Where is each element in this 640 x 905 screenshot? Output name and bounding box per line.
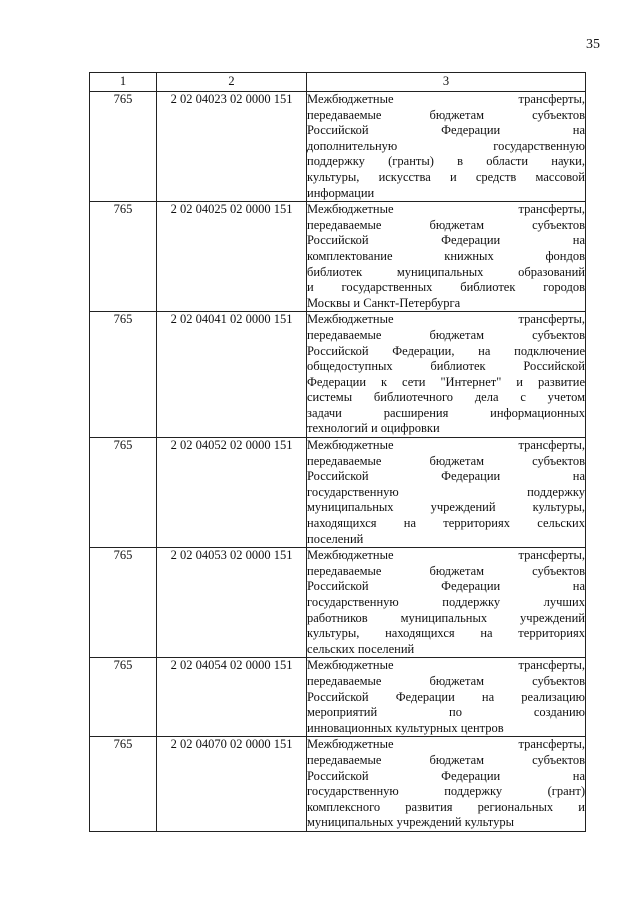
column-header-3: 3 <box>307 73 586 92</box>
description-line: культуры, искусства и средств массовой <box>307 169 585 184</box>
description-line: находящихся на территориях сельских <box>307 516 585 531</box>
description-line: сельских поселений <box>307 641 415 656</box>
description-line: дополнительную государственную <box>307 138 585 153</box>
description-line: Межбюджетные трансферты, <box>307 92 585 106</box>
description-line: Межбюджетные трансферты, <box>307 658 585 673</box>
table-row <box>90 658 586 737</box>
admin-code-cell: 765 <box>90 737 157 832</box>
description-line: передаваемые бюджетам субъектов <box>307 217 585 232</box>
budget-code-cell: 2 02 04054 02 0000 151 <box>157 658 307 737</box>
description-line: государственную поддержку <box>307 484 585 499</box>
description-line: Федерации к сети "Интернет" и развитие <box>307 374 585 389</box>
budget-code-cell: 2 02 04041 02 0000 151 <box>157 312 307 438</box>
description-line: государственную поддержку лучших <box>307 595 585 609</box>
description-cell <box>307 658 586 737</box>
description-line: инновационных культурных центров <box>307 720 504 735</box>
description-line: передаваемые бюджетам субъектов <box>307 107 585 122</box>
budget-code-cell: 2 02 04053 02 0000 151 <box>157 548 307 658</box>
description-line: Российской Федерации на <box>307 768 585 783</box>
description-line: системы библиотечного дела с учетом <box>307 390 585 405</box>
table-body <box>90 92 586 832</box>
description-line: информации <box>307 185 375 200</box>
admin-code-cell: 765 <box>90 202 157 312</box>
description-line: поселений <box>307 531 364 546</box>
table-row <box>90 548 586 658</box>
description-line: общедоступных библиотек Российской <box>307 359 585 374</box>
table-header-row <box>90 73 586 92</box>
description-line: мероприятий по созданию <box>307 705 585 720</box>
admin-code-cell: 765 <box>90 658 157 737</box>
admin-code-cell: 765 <box>90 438 157 548</box>
table-row <box>90 202 586 312</box>
description-line: библиотек муниципальных образований <box>307 264 585 279</box>
description-cell <box>307 438 586 548</box>
table-row <box>90 92 586 202</box>
description-line: Межбюджетные трансферты, <box>307 312 585 327</box>
description-cell <box>307 548 586 658</box>
description-line: Российской Федерации на реализацию <box>307 689 585 704</box>
description-cell <box>307 737 586 832</box>
description-line: муниципальных учреждений культуры <box>307 815 514 830</box>
budget-code-cell: 2 02 04023 02 0000 151 <box>157 92 307 202</box>
admin-code-cell: 765 <box>90 548 157 658</box>
description-cell <box>307 92 586 202</box>
description-line: Межбюджетные трансферты, <box>307 202 585 217</box>
description-line: Российской Федерации на <box>307 123 585 138</box>
description-line: Российской Федерации, на подключение <box>307 343 585 358</box>
description-line: комплектование книжных фондов <box>307 248 585 263</box>
description-cell <box>307 312 586 438</box>
budget-code-cell: 2 02 04070 02 0000 151 <box>157 737 307 832</box>
description-line: технологий и оцифровки <box>307 421 440 436</box>
description-line: Межбюджетные трансферты, <box>307 438 585 453</box>
description-line: задачи расширения информационных <box>307 405 585 420</box>
budget-code-cell: 2 02 04052 02 0000 151 <box>157 438 307 548</box>
admin-code-cell: 765 <box>90 312 157 438</box>
description-line: передаваемые бюджетам субъектов <box>307 453 585 468</box>
page-number: 35 <box>586 37 600 52</box>
description-line: государственную поддержку (грант) <box>307 784 585 799</box>
description-cell <box>307 202 586 312</box>
description-line: Российской Федерации на <box>307 579 585 594</box>
description-line: поддержку (гранты) в области науки, <box>307 154 585 169</box>
description-line: Москвы и Санкт-Петербурга <box>307 295 461 310</box>
description-line: Межбюджетные трансферты, <box>307 737 585 752</box>
description-line: культуры, находящихся на территориях <box>307 626 585 641</box>
description-line: и государственных библиотек городов <box>307 280 585 295</box>
description-line: муниципальных учреждений культуры, <box>307 500 585 515</box>
description-line: работников муниципальных учреждений <box>307 610 585 625</box>
description-line: Межбюджетные трансферты, <box>307 548 585 563</box>
admin-code-cell: 765 <box>90 92 157 202</box>
budget-code-cell: 2 02 04025 02 0000 151 <box>157 202 307 312</box>
column-header-2: 2 <box>157 73 307 92</box>
description-line: передаваемые бюджетам субъектов <box>307 673 585 688</box>
description-line: передаваемые бюджетам субъектов <box>307 563 585 578</box>
budget-classification-table <box>89 72 586 832</box>
description-line: передаваемые бюджетам субъектов <box>307 752 585 767</box>
table-row <box>90 312 586 438</box>
column-header-1: 1 <box>90 73 157 92</box>
table-row <box>90 438 586 548</box>
description-line: комплексного развития региональных и <box>307 799 585 814</box>
table-row <box>90 737 586 832</box>
description-line: передаваемые бюджетам субъектов <box>307 327 585 342</box>
description-line: Российской Федерации на <box>307 469 585 484</box>
description-line: Российской Федерации на <box>307 233 585 248</box>
